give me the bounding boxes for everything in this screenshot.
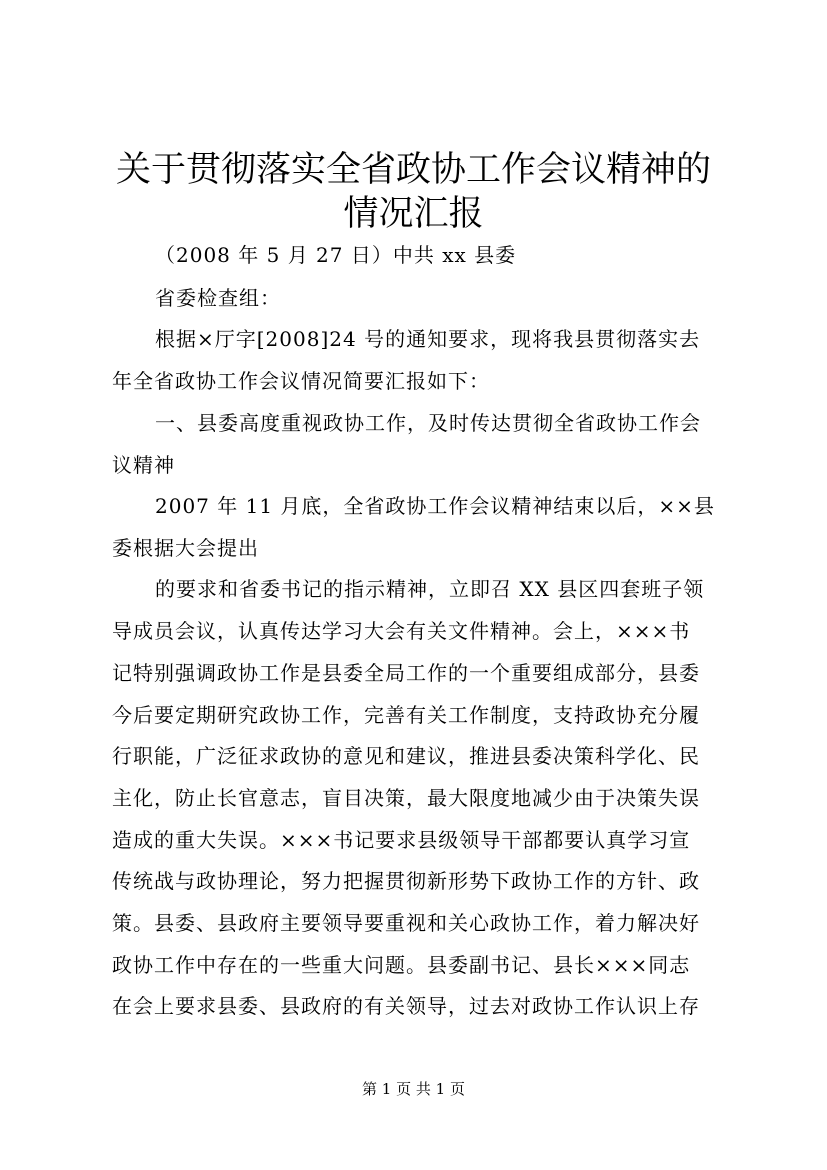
body-line: 造成的重大失误。×××书记要求县级领导干部都要认真学习宣: [112, 828, 691, 852]
body-line: 记特别强调政协工作是县委全局工作的一个重要组成部分，县委: [112, 661, 700, 685]
body-line: 传统战与政协理论，努力把握贯彻新形势下政协工作的方针、政: [112, 869, 700, 893]
body-line: 一、县委高度重视政协工作，及时传达贯彻全省政协工作会: [155, 411, 701, 435]
body-line: 年全省政协工作会议情况简要汇报如下：: [112, 369, 490, 393]
body-line: 议精神: [112, 453, 175, 477]
document-title: 关于贯彻落实全省政协工作会议精神的情况汇报: [115, 150, 711, 234]
body-line: 在会上要求县委、县政府的有关领导，过去对政协工作认识上存: [112, 994, 700, 1018]
body-line: 的要求和省委书记的指示精神，立即召 XX 县区四套班子领: [155, 577, 705, 601]
body-line: 委根据大会提出: [112, 536, 259, 560]
page-number-footer: 第 1 页 共 1 页: [362, 1080, 465, 1098]
body-line: 行职能，广泛征求政协的意见和建议，推进县委决策科学化、民: [112, 744, 700, 768]
body-line: 省委检查组：: [155, 286, 281, 310]
body-line: 导成员会议，认真传达学习大会有关文件精神。会上，×××书: [112, 619, 691, 643]
body-line: 根据×厅字[2008]24 号的通知要求，现将我县贯彻落实去: [155, 327, 701, 351]
body-line: 2007 年 11 月底，全省政协工作会议精神结束以后，××县: [155, 494, 715, 518]
body-line: 政协工作中存在的一些重大问题。县委副书记、县长×××同志: [112, 953, 691, 977]
body-line: （2008 年 5 月 27 日）中共 xx 县委: [155, 243, 517, 267]
body-line: 主化，防止长官意志，盲目决策，最大限度地减少由于决策失误: [112, 786, 700, 810]
body-line: 策。县委、县政府主要领导要重视和关心政协工作，着力解决好: [112, 911, 700, 935]
body-line: 今后要定期研究政协工作，完善有关工作制度，支持政协充分履: [112, 703, 700, 727]
